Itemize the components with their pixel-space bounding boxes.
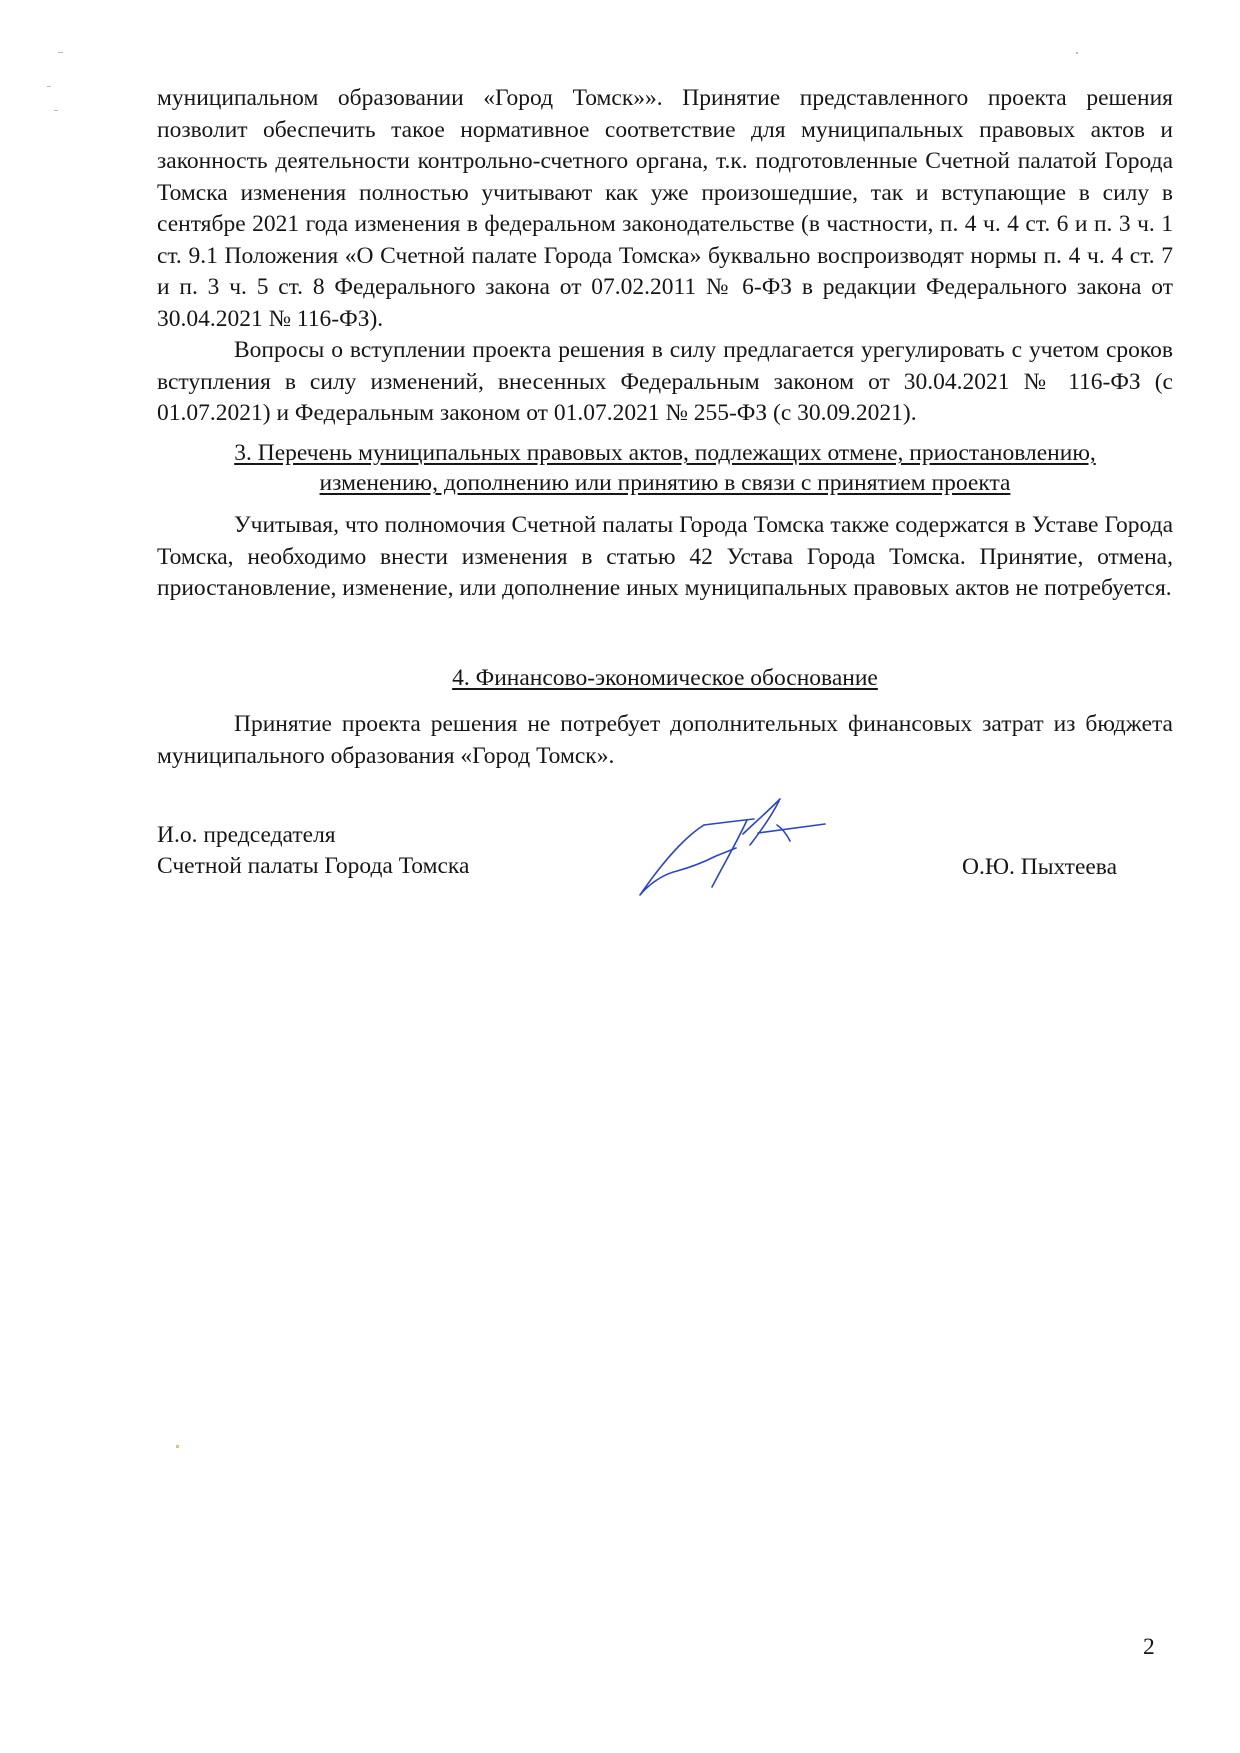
text-block-section4 [157,709,1173,772]
signature-strokes [640,799,825,895]
signatory-position [157,820,469,882]
text-block-intro [157,83,1173,430]
scan-speck [58,52,63,53]
intro-paragraph: муниципальном образовании «Город Томск»». Принятие представленного проекта решения позволит обеспечить такое нормативное соответствие для муниципальных правовых актов и законность деятельности контрольно-счетного органа, т.к. подготовленные Счетной палатой Города Томска изменения полностью учитывают как уже произошедшие, так и вступающие в силу в сентябре 2021 года изменения в федеральном законодательстве (в частности, п. 4 ч. 4 ст. 6 и п. 3 ч. 1 ст. 9.1 Положения «О Счетной палате Города Томска» буквально воспроизводят нормы п. 4 ч. 4 ст. 7 и п. 3 ч. 5 ст. 8 Федерального закона от 07.02.2011 № 6-ФЗ в редакции Федерального закона от 30.04.2021 № 116-ФЗ). [157,85,1173,332]
scan-speck [54,110,58,111]
scan-speck [1076,52,1078,54]
text-block-section3 [157,510,1173,605]
section-4-heading-text: 4. Финансово-экономическое обоснование [452,665,878,691]
page-number: 2 [1143,1634,1155,1660]
section-3-body: Учитывая, что полномочия Счетной палаты Города Томска также содержатся в Уставе Города Томска, необходимо внести изменения в статью 42 Устава Города Томска. Принятие, отмена, приостановление, изменение, или дополнение иных муниципальных правовых актов не потребуется. [157,512,1173,601]
section-4-body: Принятие проекта решения не потребует дополнительных финансовых затрат из бюджета муниципального образования «Город Томск». [157,711,1173,769]
signatory-position-line1: И.о. председателя [157,822,336,848]
signatory-position-line2: Счетной палаты Города Томска [157,853,470,879]
section-3-heading-line2: изменению, дополнению или принятию в связи с принятием проекта [319,470,1011,496]
section-4-heading [157,663,1173,693]
entry-into-force-paragraph: Вопросы о вступлении проекта решения в силу предлагается урегулировать с учетом сроков вступления в силу изменений, внесенных Федеральным законом от 30.04.2021 № 116-ФЗ (с 01.07.2021) и Федеральным законом от 01.07.2021 № 255-ФЗ (с 30.09.2021). [157,337,1173,426]
scan-speck [176,1445,179,1448]
section-3-heading-line1: 3. Перечень муниципальных правовых актов, подлежащих отмене, приостановлению, [234,440,1096,466]
handwritten-signature [630,795,840,900]
scan-speck [47,86,51,87]
signatory-name: О.Ю. Пыхтеева [962,854,1118,880]
section-3-heading [157,438,1173,498]
